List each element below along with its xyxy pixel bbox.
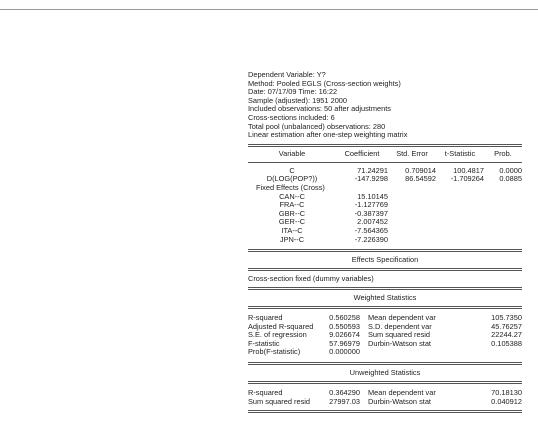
cell: -1.127769 [354, 200, 388, 210]
fixed-effects-label: Fixed Effects (Cross) [256, 182, 325, 192]
cell: D(LOG(POP?)) [266, 174, 318, 184]
cell: CAN--C [279, 191, 305, 201]
cell: S.D. dependent var [368, 321, 432, 331]
col-t-statistic: t-Statistic [444, 149, 476, 159]
header-line: Sample (adjusted): 1951 2000 [248, 95, 348, 105]
col-coefficient: Coefficient [344, 149, 380, 159]
double-rule [248, 362, 522, 365]
cell: C [289, 165, 295, 175]
header-line: Included observations: 50 after adjustments [248, 104, 391, 114]
cell: 70.18130 [491, 388, 522, 398]
cell: -1.709264 [450, 174, 484, 184]
header-line: Dependent Variable: Y? [248, 70, 326, 79]
cell: GER--C [278, 217, 306, 227]
double-rule [248, 410, 522, 413]
cell: Mean dependent var [368, 313, 436, 323]
cell: 100.4817 [453, 165, 484, 175]
cell: S.E. of regression [248, 330, 307, 340]
header-line: Method: Pooled EGLS (Cross-section weights) [248, 78, 401, 88]
cell: 15.10145 [357, 191, 388, 201]
cell: 22244.27 [491, 330, 522, 340]
double-rule [248, 381, 522, 384]
cell: -7.226390 [354, 234, 388, 244]
cell: -7.564365 [354, 225, 388, 235]
cell: 0.364290 [329, 388, 360, 398]
estimation-header [248, 71, 522, 140]
cell: 0.0885 [499, 174, 522, 184]
cell: 0.000000 [329, 347, 360, 357]
weighted-stats-title: Weighted Statistics [353, 293, 417, 303]
cell: 2.007452 [357, 217, 388, 227]
cell: -147.9298 [354, 174, 388, 184]
cell: Sum squared resid [368, 330, 431, 340]
cell: Adjusted R-squared [248, 321, 314, 331]
cell: 86.54592 [405, 174, 436, 184]
coef-table-header [248, 148, 522, 162]
col-variable: Variable [278, 149, 306, 159]
cell: GBR--C [278, 208, 306, 218]
cell: R-squared [248, 388, 283, 398]
cell: Durbin-Watson stat [368, 338, 431, 348]
cell: 57.96979 [329, 338, 360, 348]
cell: 0.560258 [329, 313, 360, 323]
header-line: Cross-sections included: 6 [248, 112, 335, 122]
cell: 0.550593 [329, 321, 360, 331]
stats-row [248, 398, 522, 407]
header-line: Date: 07/17/09 Time: 16:22 [248, 87, 338, 97]
cell: 0.0000 [499, 165, 522, 175]
col-prob: Prob. [494, 149, 512, 159]
regression-output [248, 71, 522, 414]
double-rule [248, 268, 522, 271]
cell: Durbin-Watson stat [368, 396, 431, 406]
cell: FRA--C [279, 200, 305, 210]
top-divider [0, 9, 538, 10]
cell: Sum squared resid [248, 396, 311, 406]
table-row [248, 236, 522, 245]
double-rule [248, 287, 522, 290]
cell: 45.76257 [491, 321, 522, 331]
cell: Mean dependent var [368, 388, 436, 398]
col-std-error: Std. Error [396, 149, 428, 159]
cell: -0.387397 [354, 208, 388, 218]
cell: 0.105388 [491, 338, 522, 348]
stats-row [248, 348, 522, 357]
cell: JPN--C [279, 234, 305, 244]
cell: F-statistic [248, 338, 280, 348]
effects-spec-text: Cross-section fixed (dummy variables) [248, 274, 374, 284]
effects-spec-title: Effects Specification [351, 255, 419, 265]
cell: 0.709014 [405, 165, 436, 175]
double-rule [248, 144, 522, 147]
header-line: Total pool (unbalanced) observations: 280 [248, 121, 386, 131]
cell: 71.24291 [357, 165, 388, 175]
header-line: Linear estimation after one-step weighting matrix [248, 130, 408, 140]
cell: 105.7350 [491, 313, 522, 323]
double-rule [248, 306, 522, 309]
cell: 9.026674 [329, 330, 360, 340]
cell: 0.040912 [491, 396, 522, 406]
cell: R-squared [248, 313, 283, 323]
cell: 27997.03 [329, 396, 360, 406]
cell: ITA--C [281, 225, 303, 235]
cell: Prob(F-statistic) [248, 347, 301, 357]
double-rule [248, 249, 522, 252]
unweighted-stats-title: Unweighted Statistics [349, 368, 421, 378]
